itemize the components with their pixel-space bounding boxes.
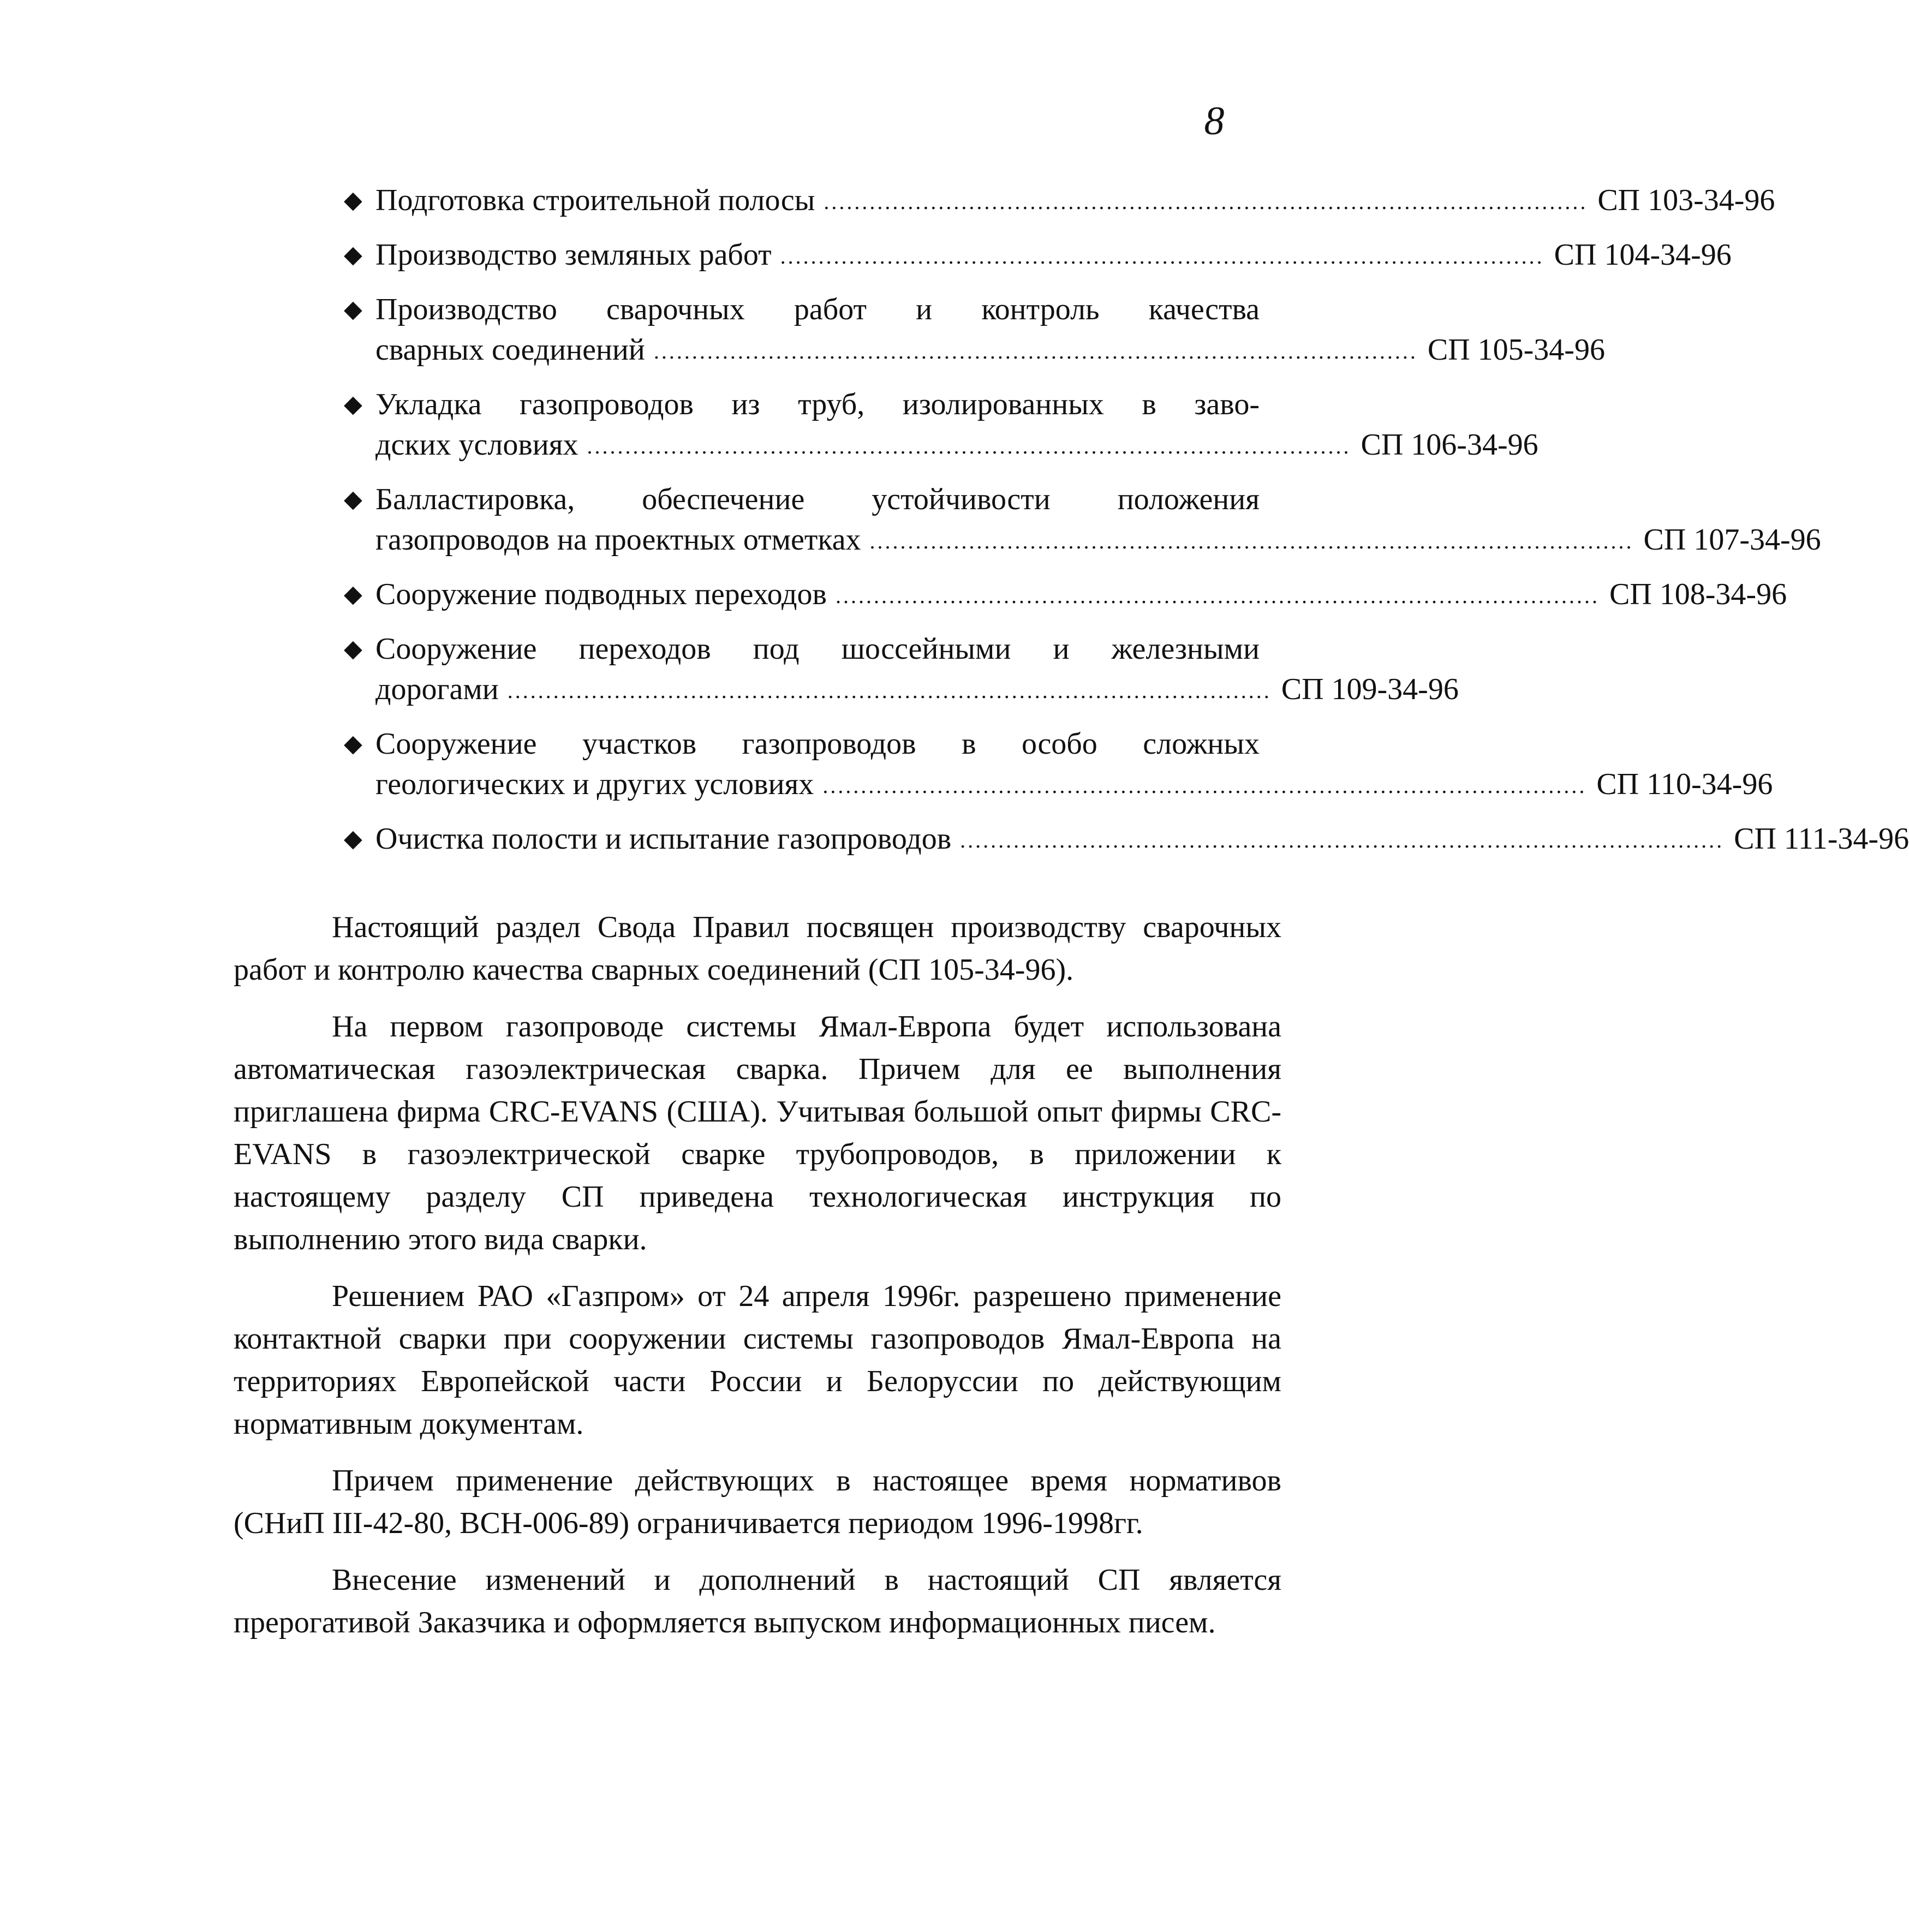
diamond-bullet-icon: ◆ xyxy=(344,730,362,757)
toc-entry-code: СП 109-34-96 xyxy=(1281,672,1459,706)
toc-entry-line xyxy=(375,574,1787,615)
toc-entry-title: дорогами xyxy=(375,672,499,706)
toc-entry-code: СП 107-34-96 xyxy=(1643,523,1821,557)
toc-entry-title-first-line: Сооружение переходов под шоссейными и железными xyxy=(375,632,1260,666)
dot-leader: .................................................................................................... xyxy=(824,189,1588,214)
dot-leader: .................................................................................................... xyxy=(869,529,1634,553)
toc-entry-title: дских условиях xyxy=(375,428,578,462)
toc-entry-line xyxy=(375,520,1821,560)
diamond-bullet-icon: ◆ xyxy=(344,187,362,213)
diamond-bullet-icon: ◆ xyxy=(344,581,362,607)
dot-leader: .................................................................................................... xyxy=(822,773,1587,798)
toc-entry-title: газопроводов на проектных отметках xyxy=(375,523,861,557)
toc-item xyxy=(343,289,1605,370)
diamond-bullet-icon: ◆ xyxy=(344,296,362,323)
toc-entry-title-first-line: Сооружение участков газопроводов в особо сложных xyxy=(375,727,1260,761)
diamond-bullet-icon: ◆ xyxy=(344,486,362,512)
dot-leader: .................................................................................................... xyxy=(780,244,1544,269)
diamond-bullet-icon: ◆ xyxy=(344,391,362,418)
toc-item xyxy=(343,384,1538,465)
toc-entry-line xyxy=(375,764,1773,804)
toc-item xyxy=(343,724,1773,804)
toc-entry-code: СП 103-34-96 xyxy=(1597,183,1775,217)
toc-list xyxy=(343,180,1909,873)
toc-entry-code: СП 111-34-96 xyxy=(1734,822,1909,856)
toc-entry-title-first-line: Балластировка, обеспечение устойчивости положения xyxy=(375,482,1260,516)
toc-entry-title-first-line: Производство сварочных работ и контроль качества xyxy=(375,293,1260,326)
toc-entry-title: сварных соединений xyxy=(375,333,645,367)
toc-entry-line xyxy=(375,235,1732,275)
toc-entry-line xyxy=(375,330,1605,370)
paragraph: На первом газопроводе системы Ямал-Европа будет использована автоматическая газоэлектрическая сварка. Причем для ее выполнения приглашена фирма CRC-EVANS (США). Учитывая большой опыт фирмы CRC-EVANS в газоэлектрической сварке трубопроводов, в приложении к настоящему разделу СП приведена технологическая инструкция по выполнению этого вида сварки. xyxy=(234,1010,1281,1256)
toc-item xyxy=(343,235,1732,275)
toc-entry-code: СП 108-34-96 xyxy=(1609,577,1787,611)
toc-entry-title: Подготовка строительной полосы xyxy=(375,183,815,217)
toc-entry-line xyxy=(375,425,1538,465)
dot-leader: .................................................................................................... xyxy=(587,434,1351,458)
toc-entry-code: СП 110-34-96 xyxy=(1596,767,1773,801)
toc-item xyxy=(343,180,1775,220)
dot-leader: .................................................................................................... xyxy=(653,339,1418,363)
paragraph: Настоящий раздел Свода Правил посвящен производству сварочных работ и контролю качества сварных соединений (СП 105-34-96). xyxy=(234,910,1281,987)
toc-entry-code: СП 105-34-96 xyxy=(1427,333,1605,367)
toc-item xyxy=(343,629,1459,709)
paragraph: Причем применение действующих в настоящее время нормативов (СНиП III-42-80, ВСН-006-89) ограничивается периодом 1996-1998гг. xyxy=(234,1464,1281,1540)
dot-leader: .................................................................................................... xyxy=(835,583,1600,608)
toc-entry-title: Производство земляных работ xyxy=(375,238,772,272)
toc-entry-title: Очистка полости и испытание газопроводов xyxy=(375,822,952,856)
toc-entry-code: СП 106-34-96 xyxy=(1361,428,1538,462)
body-text xyxy=(234,906,1281,1658)
dot-leader: .................................................................................................... xyxy=(960,828,1725,852)
toc-entry-title: Сооружение подводных переходов xyxy=(375,577,827,611)
toc-entry-title-first-line: Укладка газопроводов из труб, изолированных в заво- xyxy=(375,387,1260,421)
diamond-bullet-icon: ◆ xyxy=(344,825,362,852)
paragraph: Внесение изменений и дополнений в настоящий СП является прерогативой Заказчика и оформляется выпуском информационных писем. xyxy=(234,1563,1281,1639)
toc-entry-title: геологических и других условиях xyxy=(375,767,814,801)
toc-entry-code: СП 104-34-96 xyxy=(1554,238,1732,272)
toc-item xyxy=(343,574,1787,615)
page-number: 8 xyxy=(1204,99,1225,144)
diamond-bullet-icon: ◆ xyxy=(344,635,362,662)
toc-item xyxy=(343,479,1821,560)
dot-leader: .................................................................................................... xyxy=(507,678,1272,703)
toc-entry-line xyxy=(375,180,1775,220)
diamond-bullet-icon: ◆ xyxy=(344,241,362,268)
toc-entry-line xyxy=(375,819,1909,859)
paragraph: Решением РАО «Газпром» от 24 апреля 1996г. разрешено применение контактной сварки при сооружении системы газопроводов Ямал-Европа на территориях Европейской части России и Белоруссии по действующим нормативным документам. xyxy=(234,1279,1281,1441)
toc-entry-line xyxy=(375,669,1459,709)
toc-item xyxy=(343,819,1909,859)
